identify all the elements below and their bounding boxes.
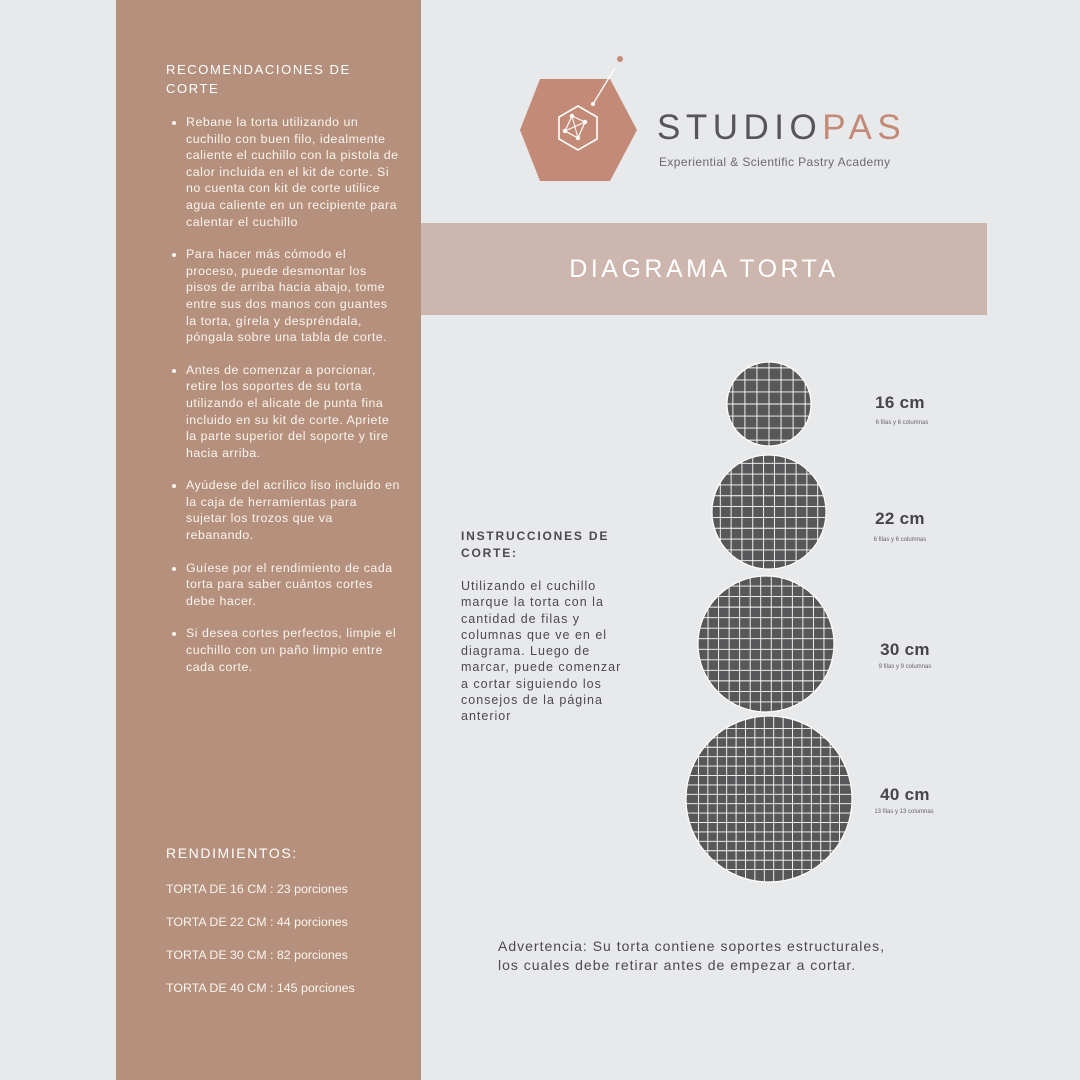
brand-name — [657, 108, 906, 148]
cake-size-label: 30 cm — [880, 640, 930, 659]
tip-item: • Rebane la torta utilizando un cuchillo con buen filo, idealmente caliente el cuchillo con la pistola de calor incluida en el kit de corte. Si no cuenta con kit de corte utilice agua caliente en un recipiente para calentar el cuchillo — [186, 114, 401, 230]
title-banner — [421, 223, 987, 315]
yields-title: RENDIMIENTOS: — [166, 845, 298, 861]
cake-22cm-diagram — [711, 454, 827, 570]
tip-item: • Para hacer más cómodo el proceso, puede desmontar los pisos de arriba hacia abajo, tome entre sus dos manos con guantes la torta, gírela y despréndala, póngala sobre una tabla de corte. — [186, 246, 401, 346]
tip-item: • Ayúdese del acrílico liso incluido en la caja de herramientas para sujetar los trozos que va rebanando. — [186, 477, 401, 543]
yields-list — [166, 882, 416, 1014]
cake-grid-label: 9 filas y 9 columnas — [878, 664, 932, 670]
cake-30cm-diagram — [697, 575, 835, 713]
cake-circle — [686, 716, 852, 882]
tips-list — [166, 114, 401, 691]
cake-size-label: 22 cm — [875, 509, 925, 528]
brand-tagline: Experiential & Scientific Pastry Academy — [659, 155, 891, 169]
studiopas-hexagon-logo-icon — [515, 50, 645, 190]
sidebar — [116, 0, 421, 1080]
cake-grid-label: 13 filas y 13 columnas — [874, 809, 934, 815]
cake-size-label: 16 cm — [875, 393, 925, 412]
cake-grid-label: 6 filas y 6 columnas — [875, 420, 929, 426]
page-title: DIAGRAMA TORTA — [569, 255, 839, 283]
recommendations-title: RECOMENDACIONES DE CORTE — [166, 62, 351, 96]
instructions-body: Utilizando el cuchillo marque la torta con la cantidad de filas y columnas que ve en el diagrama. Luego de marcar, puede comenzar a cortar siguiendo los consejos de la página anterior — [461, 579, 622, 724]
yield-item: TORTA DE 40 CM : 145 porciones — [166, 981, 355, 995]
yield-item: TORTA DE 16 CM : 23 porciones — [166, 882, 348, 896]
yield-item: TORTA DE 30 CM : 82 porciones — [166, 948, 348, 962]
tip-item: • Si desea cortes perfectos, limpie el cuchillo con un paño limpio entre cada corte. — [186, 625, 401, 675]
tip-item: • Antes de comenzar a porcionar, retire los soportes de su torta utilizando el alicate de punta fina incluido en su kit de corte. Apriete la parte superior del soporte y tire hacia arriba. — [186, 362, 401, 462]
brand-main: STUDIO — [657, 108, 823, 147]
brand-accent: PAS — [822, 108, 907, 147]
cake-circle — [712, 455, 826, 569]
cake-size-label: 40 cm — [880, 785, 930, 804]
warning-text: Advertencia: Su torta contiene soportes estructurales, los cuales debe retirar antes de empezar a cortar. — [498, 938, 886, 973]
cake-40cm-diagram — [685, 715, 853, 883]
yield-item: TORTA DE 22 CM : 44 porciones — [166, 915, 348, 929]
cake-grid-label: 6 filas y 6 columnas — [873, 537, 927, 543]
tip-item: • Guíese por el rendimiento de cada torta para saber cuántos cortes debe hacer. — [186, 560, 401, 610]
cake-16cm-diagram — [726, 361, 812, 447]
instructions-title: INSTRUCCIONES DE CORTE: — [461, 529, 610, 560]
